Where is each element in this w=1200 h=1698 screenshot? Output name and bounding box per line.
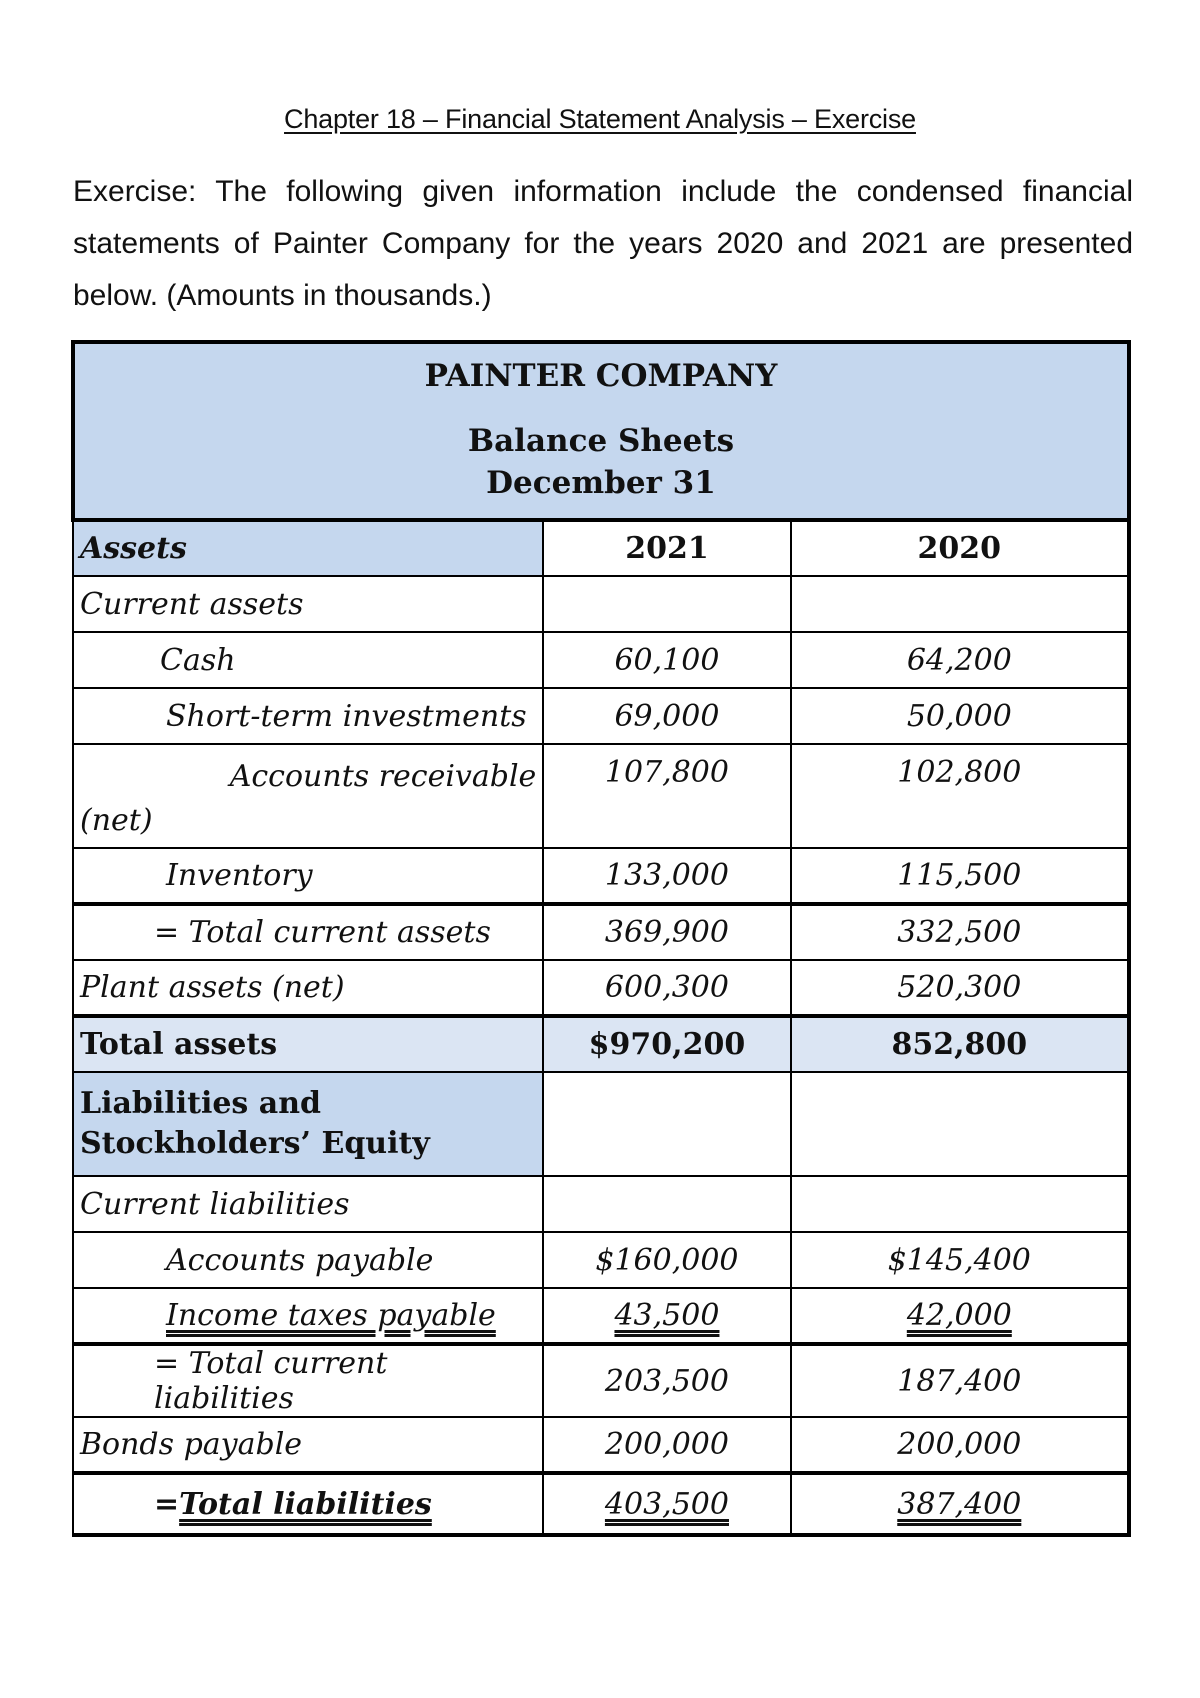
row-label: [73, 1473, 543, 1535]
table-row: [73, 1016, 1129, 1072]
cell-2020: [791, 1072, 1129, 1176]
row-label-text: Income taxes payable: [166, 1298, 496, 1333]
cell-2020: 187,400: [791, 1344, 1129, 1417]
cell-2020: 64,200: [791, 632, 1129, 688]
intro-paragraph: Exercise: The following given information include the condensed financial statements of Painter Company for the years 2020 and 2021 are presented below. (Amounts in thousands.): [73, 175, 1133, 312]
cell-2021: 107,800: [543, 744, 790, 848]
table-row: [73, 688, 1129, 744]
table-row: [73, 904, 1129, 960]
heading-line1: Liabilities and: [80, 1086, 321, 1121]
cell-2020: [791, 1473, 1129, 1535]
table-row: [73, 1344, 1129, 1417]
table-row: [73, 960, 1129, 1016]
row-label: [73, 1288, 543, 1344]
cell-2020: $145,400: [791, 1232, 1129, 1288]
row-label: Current assets: [73, 576, 543, 632]
cell-2020: 200,000: [791, 1417, 1129, 1473]
row-label: Short-term investments: [73, 688, 543, 744]
row-label: = Total current assets: [73, 904, 543, 960]
row-label: Current liabilities: [73, 1176, 543, 1232]
cell-2021: 200,000: [543, 1417, 790, 1473]
cell-2020: 332,500: [791, 904, 1129, 960]
table-row: [73, 576, 1129, 632]
cell-2020: [791, 1288, 1129, 1344]
cell-2020: 852,800: [791, 1016, 1129, 1072]
cell-2021: [543, 1072, 790, 1176]
table-row: [73, 1232, 1129, 1288]
year-2021-heading: 2021: [543, 520, 790, 576]
table-row: [73, 1176, 1129, 1232]
assets-heading: Assets: [73, 520, 543, 576]
table-row: [73, 848, 1129, 904]
cell-2021: 60,100: [543, 632, 790, 688]
cell-2021: 133,000: [543, 848, 790, 904]
year-2020-heading: 2020: [791, 520, 1129, 576]
table-row: [73, 1072, 1129, 1176]
row-label-line1: Accounts receivable: [229, 759, 537, 794]
row-label: Accounts payable: [73, 1232, 543, 1288]
cell-2020: [791, 576, 1129, 632]
heading-line2: Stockholders’ Equity: [80, 1126, 430, 1161]
cell-2021: 600,300: [543, 960, 790, 1016]
cell-2021: [543, 576, 790, 632]
cell-2020: 50,000: [791, 688, 1129, 744]
liabilities-heading: [73, 1072, 543, 1176]
cell-2020: 102,800: [791, 744, 1129, 848]
cell-2020: 520,300: [791, 960, 1129, 1016]
cell-value: 43,500: [614, 1298, 720, 1333]
table-row: [73, 520, 1129, 576]
equals-prefix: =: [154, 1486, 180, 1522]
row-label: Bonds payable: [73, 1417, 543, 1473]
cell-2020: [791, 1176, 1129, 1232]
statement-name: Balance Sheets: [467, 423, 735, 459]
row-label-text: Total liabilities: [179, 1486, 432, 1522]
table-row: [73, 1417, 1129, 1473]
balance-sheet-table: [71, 340, 1131, 1537]
row-label-line2: (net): [80, 803, 153, 838]
row-label: Total assets: [73, 1016, 543, 1072]
row-label: Cash: [73, 632, 543, 688]
cell-2021: [543, 1288, 790, 1344]
statement-date: December 31: [486, 465, 716, 501]
cell-2021: $970,200: [543, 1016, 790, 1072]
cell-2021: [543, 1176, 790, 1232]
table-row: [73, 1288, 1129, 1344]
company-name: PAINTER COMPANY: [424, 358, 778, 394]
cell-2021: [543, 1473, 790, 1535]
table-row: [73, 632, 1129, 688]
row-label: = Total current liabilities: [73, 1344, 543, 1417]
cell-value: 403,500: [604, 1486, 729, 1522]
cell-2021: 69,000: [543, 688, 790, 744]
row-label: Plant assets (net): [73, 960, 543, 1016]
cell-2021: 203,500: [543, 1344, 790, 1417]
row-label: Inventory: [73, 848, 543, 904]
row-label: [73, 744, 543, 848]
cell-2021: $160,000: [543, 1232, 790, 1288]
cell-value: 387,400: [897, 1486, 1022, 1522]
table-row: [73, 1473, 1129, 1535]
table-row: [73, 744, 1129, 848]
cell-value: 42,000: [906, 1298, 1012, 1333]
table-header: [73, 342, 1129, 520]
document-title: Chapter 18 – Financial Statement Analysis – Exercise: [284, 104, 916, 134]
cell-2020: 115,500: [791, 848, 1129, 904]
cell-2021: 369,900: [543, 904, 790, 960]
